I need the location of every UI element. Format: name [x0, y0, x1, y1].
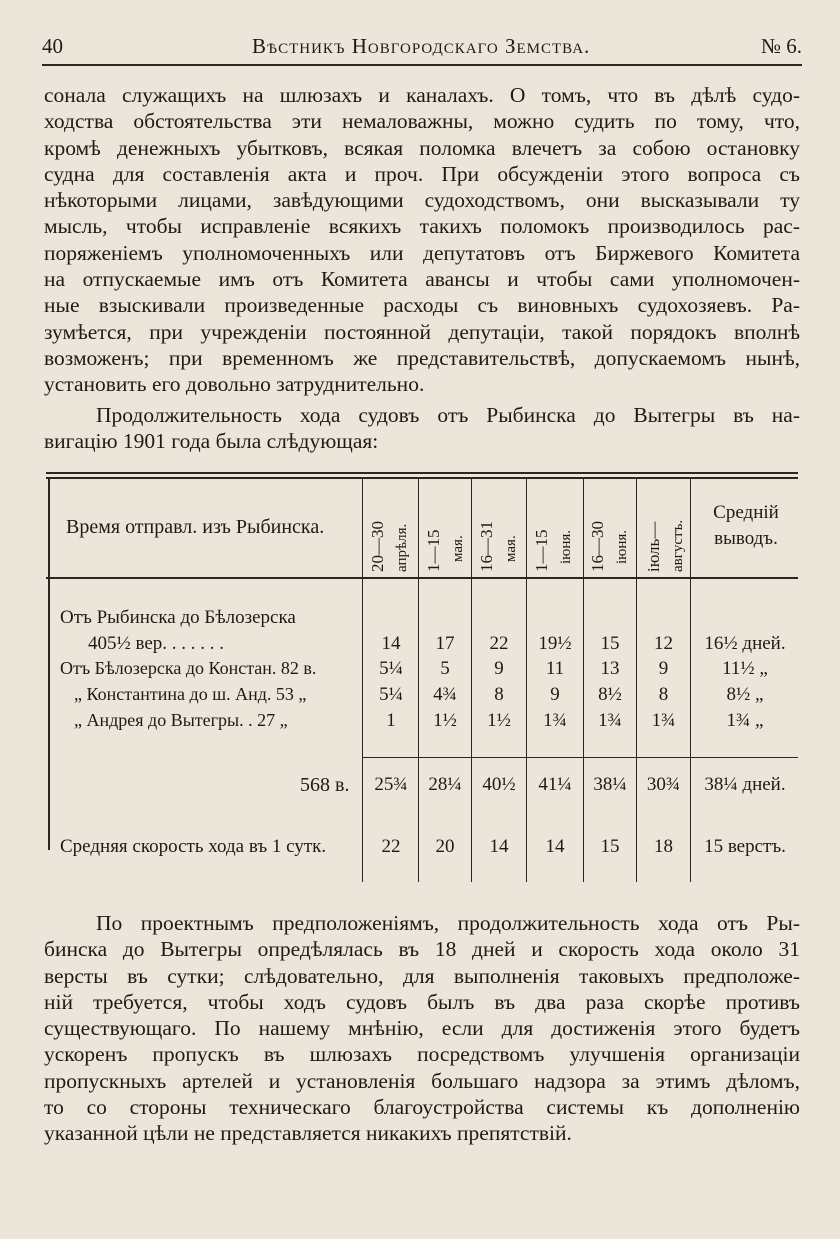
speed-cell: 20 [435, 836, 455, 857]
column-header-month: августъ. [670, 519, 686, 572]
table-cell-avg: 16½ дней. [704, 633, 786, 654]
column-header-month: мая. [450, 535, 466, 562]
text-line: на отпускаемые имъ отъ Комитета авансы и чтобы сами уполномочен- [44, 267, 800, 292]
text-line: указанной цѣли не представляется никакихъ препятствій. [44, 1121, 572, 1146]
table-cell: 8½ [598, 684, 622, 705]
column-header-month: мая. [503, 535, 519, 562]
speed-cell: 18 [654, 836, 673, 857]
table-cell: 5¼ [379, 684, 403, 705]
column-separator [690, 478, 691, 882]
table-cell: 4¾ [433, 684, 457, 705]
table-cell: 9 [494, 658, 504, 679]
column-header-month: іюня. [558, 529, 574, 564]
table-cell: 11 [545, 658, 565, 679]
text-line: ные взыскивали произведенные расходы съ виновныхъ судохозяевъ. Ра- [44, 293, 800, 318]
row-label: „ Константина до ш. Анд. 53 „ [74, 684, 307, 704]
speed-label: Средняя скорость хода въ 1 сутк. [60, 836, 327, 857]
row-label: Отъ Рыбинска до Бѣлозерска [60, 607, 296, 628]
table-cell: 14 [381, 633, 401, 654]
total-cell: 30¾ [646, 774, 681, 795]
text-line: пропускныхъ артелей и установленія большаго надзора за этимъ дѣломъ, [44, 1068, 800, 1093]
text-line: ходства обстоятельства эти немаловажны, можно судить по тому, что, [44, 109, 800, 134]
table-cell: 8 [658, 684, 669, 705]
table-cell: 5 [440, 658, 450, 679]
column-header-month: апрѣля. [394, 523, 410, 572]
column-separator [583, 478, 584, 882]
column-header-period: іюль— [644, 521, 663, 572]
table-cell: 1½ [433, 710, 457, 731]
text-line: ній требуется, чтобы ходъ судовъ былъ въ два раза скорѣе противъ [44, 989, 800, 1014]
paragraph-1 [44, 82, 800, 398]
page-number: 40 [42, 34, 63, 58]
table-cell-avg: 8½ „ [726, 684, 764, 705]
total-cell-avg: 38¼ дней. [704, 774, 786, 795]
speed-cell-avg: 15 верстъ. [704, 836, 786, 857]
text-line: сонала служащихъ на шлюзахъ и каналахъ. О томъ, что въ дѣлѣ судо- [44, 83, 800, 107]
text-line: нѣкоторыми лицами, завѣдующими судоходствомъ, они высказывали ту [44, 188, 800, 213]
column-header-period: 1—15 [424, 529, 443, 572]
column-separator [418, 478, 419, 882]
text-line: версты въ сутки; слѣдовательно, для выполненія таковыхъ предположе- [44, 963, 800, 988]
text-line: мысль, чтобы исправленіе всякихъ такихъ поломокъ производилось рас- [44, 214, 800, 239]
table-cell: 1¾ [651, 710, 676, 731]
row-label: Отъ Бѣлозерска до Констан. 82 в. [60, 658, 317, 678]
table-cell: 1 [386, 710, 396, 731]
header-rule [46, 577, 798, 579]
column-separator [362, 478, 363, 882]
table-top-rule [46, 472, 798, 474]
journal-title: Вѣстникъ Новгородскаго Земства. [252, 34, 591, 58]
text-line: установить его довольно затруднительно. [44, 372, 425, 397]
text-line: зумѣется, при учрежденіи постоянной депутаціи, такой порядокъ вполнѣ [44, 319, 800, 344]
table-cell-avg: 11½ „ [722, 658, 768, 679]
column-separator [526, 478, 527, 882]
row-label: „ Андрея до Вытегры. . 27 „ [74, 710, 288, 730]
column-header-period: 16—31 [477, 521, 496, 572]
paragraph-3 [44, 910, 800, 1147]
table-cell: 15 [600, 633, 620, 654]
table-cell: 22 [489, 633, 509, 654]
text-line: вигацію 1901 года была слѣдующая: [44, 429, 379, 454]
column-header-period: 20—30 [368, 521, 387, 572]
text-line: то со стороны техническаго благоустройства системы къ дополненію [44, 1095, 800, 1120]
column-header-period: 1—15 [532, 529, 551, 572]
text-line: Продолжительность хода судовъ отъ Рыбинска до Вытегры въ на- [96, 403, 800, 427]
speed-cell: 15 [600, 836, 620, 857]
total-rule [362, 757, 798, 758]
total-cell: 38¼ [593, 774, 627, 795]
speed-cell: 14 [545, 836, 565, 857]
table-cell: 1¾ [543, 710, 567, 731]
text-line: По проектнымъ предположеніямъ, продолжительность хода отъ Ры- [96, 911, 800, 935]
table-cell: 8 [494, 684, 504, 705]
row-label: 405½ вер. . . . . . . [88, 633, 225, 654]
paragraph-2 [44, 402, 800, 455]
table-cell: 9 [550, 684, 560, 705]
column-header-period: 16—30 [588, 521, 607, 572]
text-line: бинска до Вытегры опредѣлялась въ 18 дней и скорость хода около 31 [44, 937, 800, 962]
avg-header: Среднiй [713, 502, 779, 523]
text-line: ускоренъ пропускъ въ шлюзахъ посредствомъ улучшенія организаціи [44, 1042, 800, 1067]
text-line: поряженіемъ уполномоченныхъ или депутатовъ отъ Биржевого Комитета [44, 240, 800, 265]
text-line: судна для составленія акта и проч. При обсужденіи этого вопроса съ [44, 161, 800, 186]
table-cell: 1½ [487, 710, 511, 731]
table-left-border [48, 478, 50, 850]
duration-table [46, 472, 798, 882]
total-cell: 41¼ [538, 774, 572, 795]
total-cell: 28¼ [428, 774, 462, 795]
table-cell: 19½ [538, 633, 572, 654]
table-top-rule [46, 477, 798, 479]
column-separator [636, 478, 637, 882]
table-cell: 17 [435, 633, 455, 654]
table-cell-avg: 1¾ „ [726, 710, 764, 731]
table-cell: 13 [600, 658, 620, 679]
issue-number: № 6. [760, 34, 802, 58]
avg-header: выводъ. [714, 528, 778, 549]
speed-cell: 14 [489, 836, 509, 857]
text-line: существующаго. По нашему мнѣнію, если для достиженія этого будетъ [44, 1016, 800, 1041]
total-cell: 25¾ [374, 774, 408, 795]
text-line: возможенъ; при временномъ же представительствѣ, допускаемомъ нынѣ, [44, 345, 800, 370]
running-header [42, 30, 802, 66]
table-cell: 9 [658, 658, 669, 679]
table-cell: 5¼ [379, 658, 403, 679]
column-header-month: іюня. [614, 529, 630, 564]
table-cell: 12 [654, 633, 673, 654]
table-cell: 1¾ [598, 710, 622, 731]
total-cell: 40½ [482, 774, 516, 795]
text-line: кромѣ денежныхъ убытковъ, всякая поломка влечетъ за собою остановку [44, 135, 800, 160]
row-header-label: Время отправл. изъ Рыбинска. [66, 516, 325, 538]
column-separator [471, 478, 472, 882]
speed-cell: 22 [381, 836, 401, 857]
total-label: 568 в. [300, 774, 350, 796]
